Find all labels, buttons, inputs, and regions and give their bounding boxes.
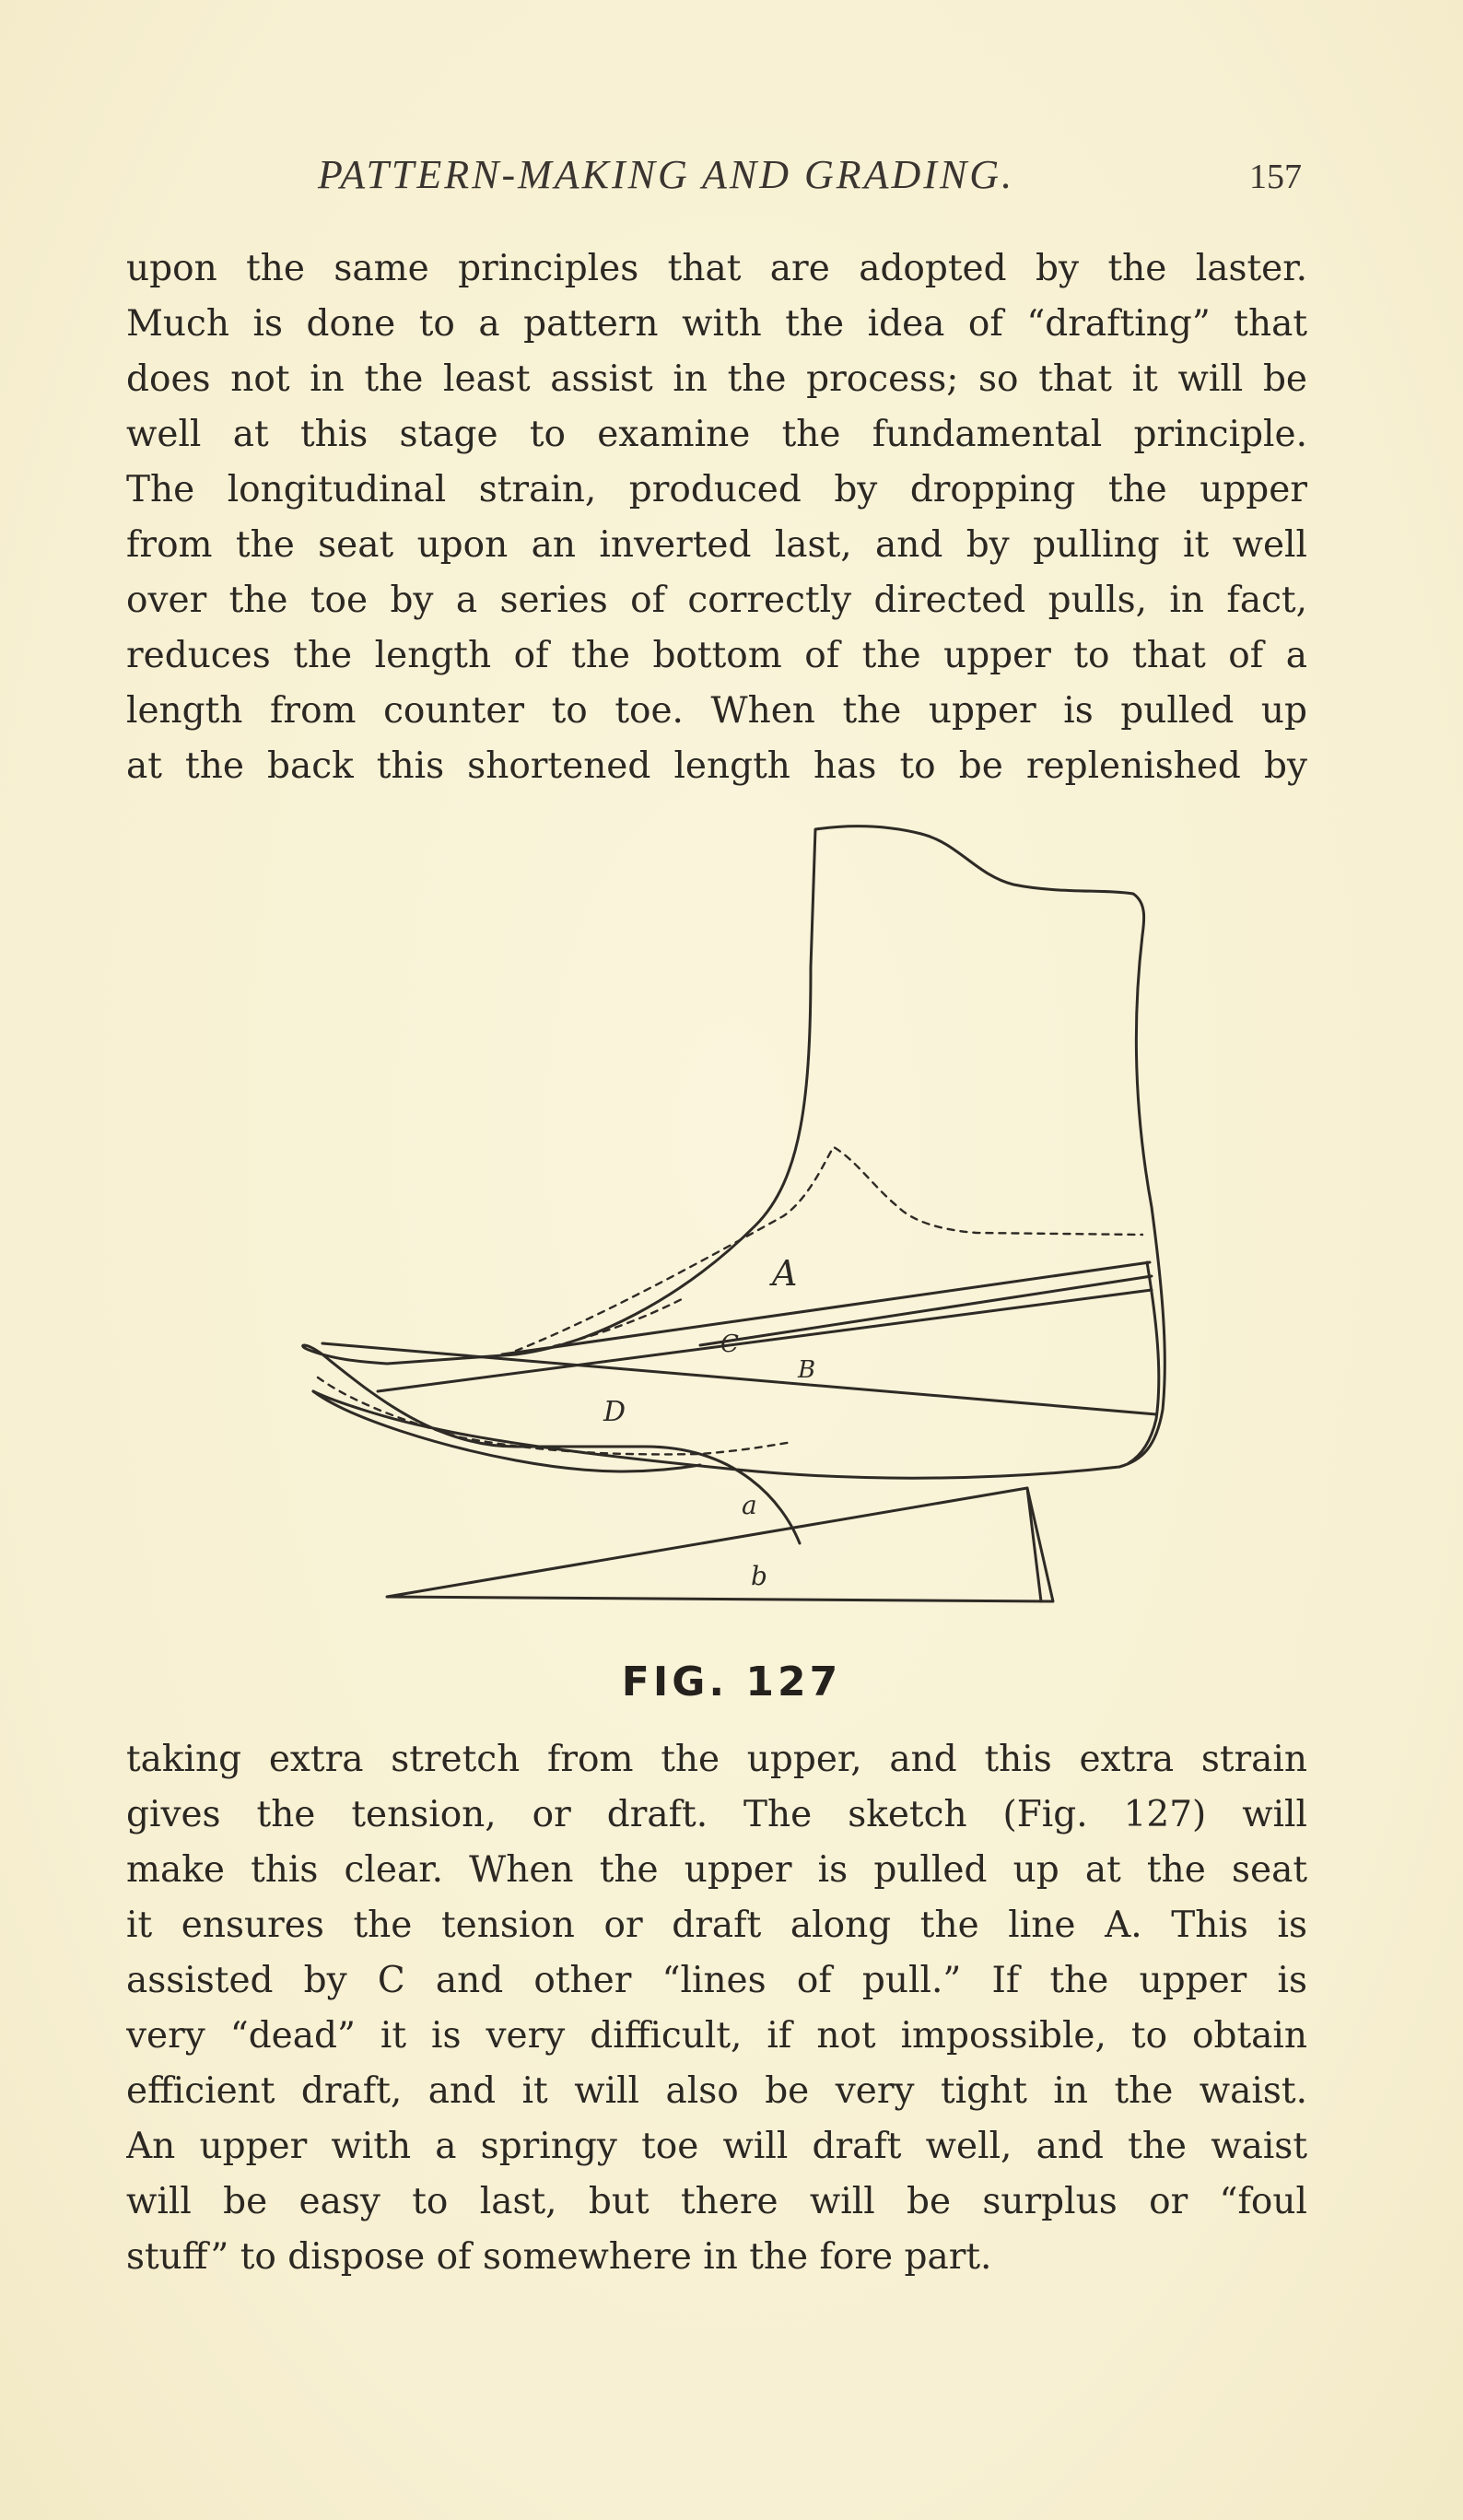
boot-upper-outline [303, 826, 1165, 1543]
text-line: from the seat upon an inverted last, and by pulling it well [126, 524, 1307, 566]
text-line: Much is done to a pattern with the idea of “drafting” that [126, 303, 1307, 345]
wedge-triangle [387, 1488, 1053, 1601]
text-line: reduces the length of the bottom of the upper to that of a [126, 635, 1307, 676]
text-line: The longitudinal strain, produced by dropping the upper [126, 469, 1307, 510]
text-line: does not in the least assist in the process; so that it will be [126, 358, 1307, 400]
text-line: over the toe by a series of correctly directed pulls, in fact, [126, 580, 1307, 621]
page-header [0, 146, 1463, 201]
text-line: make this clear. When the upper is pulled up at the seat [126, 1849, 1307, 1891]
label-b: B [798, 1356, 816, 1384]
paragraph-2 [126, 1732, 1307, 2285]
label-a-lower: a [742, 1490, 757, 1520]
line-a [502, 1262, 1150, 1354]
upper-pattern-diagram [0, 802, 1463, 1631]
paragraph-1 [126, 241, 1307, 794]
text-line: well at this stage to examine the fundamental principle. [126, 414, 1307, 455]
text-line: upon the same principles that are adopted by the laster. [126, 248, 1307, 289]
figure-caption: FIG. 127 [621, 1659, 842, 1705]
line-c [378, 1290, 1152, 1391]
text-line: at the back this shortened length has to be replenished by [126, 745, 1307, 787]
running-title: PATTERN-MAKING AND GRADING. [318, 152, 1015, 197]
vamp-dashed-line [516, 1147, 1142, 1351]
counter-dashed-line [516, 1299, 682, 1354]
line-a-lower [700, 1276, 1152, 1345]
text-line: An upper with a springy toe will draft well, and the waist [126, 2126, 1307, 2167]
label-d: D [603, 1396, 626, 1428]
text-line: stuff” to dispose of somewhere in the fore part. [126, 2236, 992, 2278]
label-a-upper: A [772, 1253, 798, 1294]
text-line: assisted by C and other “lines of pull.” If the upper is [126, 1960, 1307, 2001]
line-b [322, 1343, 1156, 1414]
text-line: taking extra stretch from the upper, and this extra strain [126, 1739, 1307, 1780]
text-line: gives the tension, or draft. The sketch (Fig. 127) will [126, 1794, 1307, 1835]
page-number: 157 [1249, 158, 1302, 196]
label-c: C [720, 1330, 739, 1358]
text-line: will be easy to last, but there will be surplus or “foul [126, 2181, 1307, 2222]
label-b-lower: b [751, 1561, 767, 1591]
text-line: length from counter to toe. When the upper is pulled up [126, 690, 1307, 732]
figure-127 [0, 802, 1463, 1631]
text-line: efficient draft, and it will also be very tight in the waist. [126, 2070, 1307, 2112]
text-line: it ensures the tension or draft along the line A. This is [126, 1905, 1307, 1946]
text-line: very “dead” it is very difficult, if not impossible, to obtain [126, 2015, 1307, 2057]
